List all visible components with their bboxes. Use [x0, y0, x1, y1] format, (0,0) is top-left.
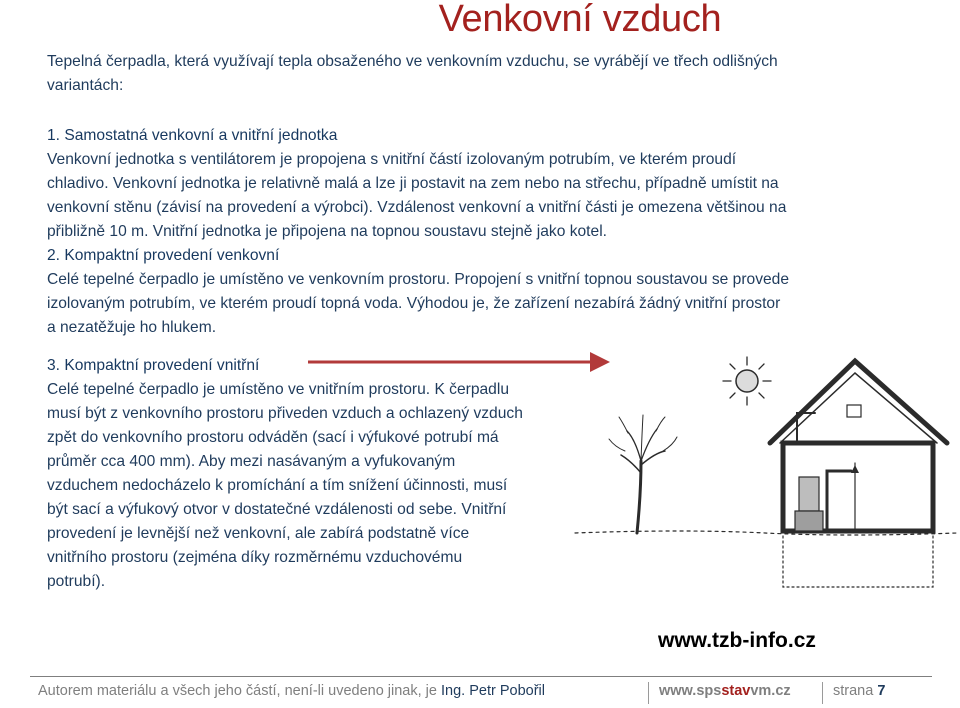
footer-author-name: Ing. Petr Pobořil [441, 683, 545, 699]
footer-author-text: Autorem materiálu a všech jeho částí, není-li uvedeno jinak, je [38, 683, 441, 699]
text-line: musí být z venkovního prostoru přiveden vzduch a ochlazený vzduch [47, 405, 523, 422]
page-title: Venkovní vzduch [438, 0, 722, 40]
text-line: Venkovní jednotka s ventilátorem je propojena s vnitřní částí izolovaným potrubím, ve kterém proudí [47, 151, 737, 168]
footer-separator [822, 682, 823, 704]
text-line: izolovaným potrubím, ve kterém proudí topná voda. Výhodou je, že zařízení nezabírá žádný vnitřní prostor [47, 295, 781, 312]
house-illustration-icon [565, 343, 957, 595]
text-line: přibližně 10 m. Vnitřní jednotka je připojena na topnou soustavu stejně jako kotel. [47, 223, 607, 240]
text-line: Celé tepelné čerpadlo je umístěno ve vnitřním prostoru. K čerpadlu [47, 381, 509, 398]
text-line: potrubí). [47, 573, 106, 590]
section-1-heading: 1. Samostatná venkovní a vnitřní jednotka [47, 127, 338, 144]
sections-1-2 [47, 124, 789, 340]
text-line: vzduchem nedocházelo k promíchání a tím snížení účinnosti, musí [47, 477, 508, 494]
text-line: chladivo. Venkovní jednotka je relativně malá a lze ji postavit na zem nebo na střechu, případně umístit na [47, 175, 779, 192]
footer-website-link[interactable] [659, 683, 791, 699]
page-number [833, 683, 885, 699]
text-line: být sací a výfukový otvor v dostatečné vzdálenosti od sebe. Vnitřní [47, 501, 507, 518]
footer-separator [648, 682, 649, 704]
text-line: zpět do venkovního prostoru odváděn (sací i výfukové potrubí má [47, 429, 499, 446]
section-3 [47, 354, 523, 594]
source-watermark: www.tzb-info.cz [658, 629, 816, 652]
section-3-heading: 3. Kompaktní provedení vnitřní [47, 357, 260, 374]
intro-line: Tepelná čerpadla, která využívají tepla obsaženého ve venkovním vzduchu, se vyrábějí ve třech odlišných [47, 53, 778, 70]
text-line: vnitřního prostoru (zejména díky rozměrnému vzduchovému [47, 549, 463, 566]
footer-divider [30, 676, 932, 677]
intro-paragraph [47, 50, 778, 98]
text-line: průměr cca 400 mm). Aby mezi nasávaným a vyfukovaným [47, 453, 456, 470]
footer-author [38, 683, 545, 699]
text-line: venkovní stěnu (závisí na provedení a výrobci). Vzdálenost venkovní a vnitřní části je omezena většinou na [47, 199, 787, 216]
site-suffix: vm.cz [750, 683, 791, 699]
page-number-value: 7 [877, 683, 886, 699]
text-line: provedení je levnější než venkovní, ale zabírá podstatně více [47, 525, 470, 542]
text-line: a nezatěžuje ho hlukem. [47, 319, 217, 336]
text-line: Celé tepelné čerpadlo je umístěno ve venkovním prostoru. Propojení s vnitřní topnou soustavou se provede [47, 271, 790, 288]
section-2-heading: 2. Kompaktní provedení venkovní [47, 247, 280, 264]
intro-line: variantách: [47, 77, 124, 94]
page-label: strana [833, 683, 878, 699]
site-prefix: www.sps [659, 683, 722, 699]
site-highlight: stav [721, 683, 751, 699]
